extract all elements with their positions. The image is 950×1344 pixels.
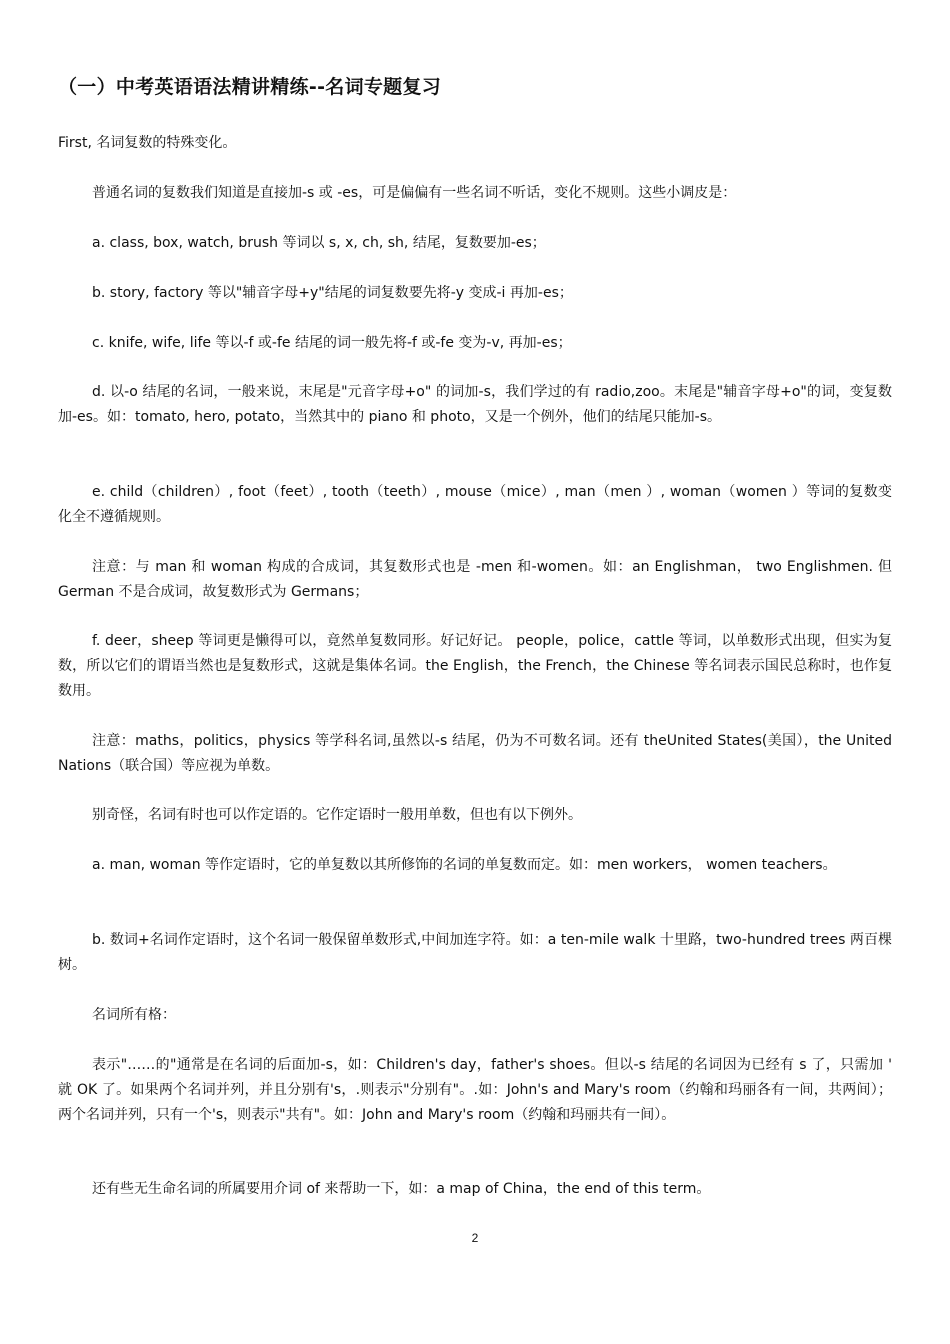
paragraph-rule-b: b. story, factory 等以"辅音字母+y"结尾的词复数要先将-y 变成-i 再加-es； — [92, 285, 573, 301]
paragraph-rule-d: d. 以-o 结尾的名词，一般来说，末尾是"元音字母+o" 的词加-s，我们学过的有 radio,zoo。末尾是"辅音字母+o"的词，变复数加-es。如：tomato, hero, potato，当然其中的 piano 和 photo，又是一个例外，他们的结尾只能加-s。 — [58, 384, 892, 425]
paragraph-rule-e: e. child（children）, foot（feet）, tooth（teeth）, mouse（mice）, man（men ）, woman（women ）等词的复数变化全不遵循规则。 — [58, 484, 892, 525]
paragraph-note-subjects: 注意：maths，politics，physics 等学科名词,虽然以-s 结尾，仍为不可数名词。还有 theUnited States(美国），the United Nations（联合国）等应视为单数。 — [58, 733, 892, 774]
paragraph-possessive: 表示"……的"通常是在名词的后面加-s，如：Children's day，father's shoes。但以-s 结尾的名词因为已经有 s 了，只需加 ' 就 OK 了。如果两个名词并列，并且分别有's，.则表示"分别有"。.如：John's and Mary's room（约翰和玛丽各有一间，共两间）；两个名词并列，只有一个's，则表示"共有"。如：John and Mary's room（约翰和玛丽共有一间）。 — [58, 1057, 892, 1123]
paragraph-possessive-heading: 名词所有格： — [92, 1007, 176, 1023]
paragraph-rule-c: c. knife, wife, life 等以-f 或-fe 结尾的词一般先将-f 或-fe 变为-v, 再加-es； — [92, 335, 572, 351]
paragraph-of-possessive: 还有些无生命名词的所属要用介词 of 来帮助一下，如：a map of China，the end of this term。 — [92, 1181, 711, 1197]
page-number: 2 — [471, 1231, 479, 1245]
paragraph-attributive: 别奇怪，名词有时也可以作定语的。它作定语时一般用单数，但也有以下例外。 — [92, 807, 582, 823]
paragraph-attributive-b: b. 数词+名词作定语时，这个名词一般保留单数形式,中间加连字符。如：a ten-mile walk 十里路，two-hundred trees 两百棵树。 — [58, 932, 892, 973]
paragraph-first: First, 名词复数的特殊变化。 — [58, 135, 237, 151]
page-title: （一）中考英语语法精讲精练--名词专题复习 — [58, 76, 442, 98]
paragraph-attributive-a: a. man, woman 等作定语时，它的单复数以其所修饰的名词的单复数而定。如：men workers， women teachers。 — [92, 857, 837, 873]
paragraph-note-compound: 注意：与 man 和 woman 构成的合成词，其复数形式也是 -men 和-women。如：an Englishman， two Englishmen. 但 German 不是合成词，故复数形式为 Germans； — [58, 559, 892, 600]
paragraph-intro: 普通名词的复数我们知道是直接加-s 或 -es，可是偏偏有一些名词不听话，变化不规则。这些小调皮是： — [92, 185, 737, 201]
paragraph-rule-f: f. deer，sheep 等词更是懒得可以，竟然单复数同形。好记好记。 people，police，cattle 等词，以单数形式出现，但实为复数，所以它们的谓语当然也是复数形式，这就是集体名词。the English，the French，the Chinese 等名词表示国民总称时，也作复数用。 — [58, 633, 892, 699]
paragraph-rule-a: a. class, box, watch, brush 等词以 s, x, ch, sh, 结尾，复数要加-es； — [92, 235, 546, 251]
